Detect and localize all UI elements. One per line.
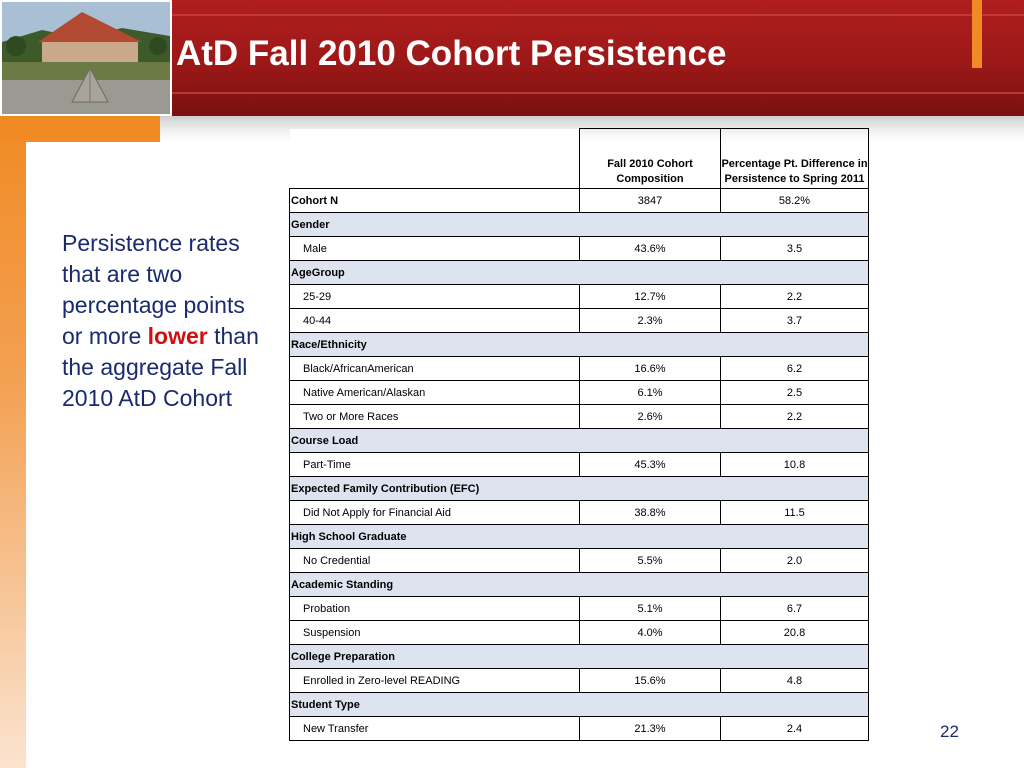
orange-accent-bar	[972, 0, 982, 68]
row-difference: 6.7	[721, 597, 869, 621]
header-stripe-bottom	[172, 92, 1024, 94]
table-row	[290, 501, 869, 525]
row-composition: 45.3%	[580, 453, 721, 477]
section-label: Gender	[290, 213, 869, 237]
table-section-row	[290, 645, 869, 669]
table-section-row	[290, 477, 869, 501]
row-label: 25-29	[290, 285, 580, 309]
row-composition: 5.5%	[580, 549, 721, 573]
row-difference: 2.2	[721, 285, 869, 309]
row-composition: 15.6%	[580, 669, 721, 693]
table-section-row	[290, 693, 869, 717]
total-difference: 58.2%	[721, 189, 869, 213]
row-label: Native American/Alaskan	[290, 381, 580, 405]
table-row	[290, 453, 869, 477]
row-composition: 43.6%	[580, 237, 721, 261]
callout-highlight: lower	[147, 323, 208, 349]
orange-tab	[0, 116, 160, 142]
row-composition: 5.1%	[580, 597, 721, 621]
col-header-composition: Fall 2010 Cohort Composition	[580, 129, 721, 189]
total-composition: 3847	[580, 189, 721, 213]
table-row	[290, 309, 869, 333]
row-composition: 2.3%	[580, 309, 721, 333]
row-label: Two or More Races	[290, 405, 580, 429]
callout-text-before: Persistence rates that are two percentage points or more	[62, 230, 245, 349]
row-label: Male	[290, 237, 580, 261]
campus-photo	[0, 0, 172, 116]
row-label: No Credential	[290, 549, 580, 573]
callout-text-after: than the aggregate Fall 2010 AtD Cohort	[62, 323, 259, 411]
campus-building-image	[2, 2, 170, 114]
row-difference: 10.8	[721, 453, 869, 477]
row-label: Did Not Apply for Financial Aid	[290, 501, 580, 525]
table-row	[290, 405, 869, 429]
table-row	[290, 669, 869, 693]
table-row	[290, 357, 869, 381]
table-header-blank	[290, 129, 580, 189]
table-row	[290, 597, 869, 621]
section-label: Course Load	[290, 429, 869, 453]
table-section-row	[290, 525, 869, 549]
table-row	[290, 717, 869, 741]
page-number: 22	[940, 722, 959, 741]
table-section-row	[290, 573, 869, 597]
section-label: Race/Ethnicity	[290, 333, 869, 357]
col-header-difference: Percentage Pt. Difference in Persistence to Spring 2011	[721, 129, 869, 189]
row-difference: 2.0	[721, 549, 869, 573]
row-composition: 38.8%	[580, 501, 721, 525]
row-difference: 2.5	[721, 381, 869, 405]
table-row	[290, 285, 869, 309]
row-label: 40-44	[290, 309, 580, 333]
row-difference: 3.5	[721, 237, 869, 261]
row-difference: 3.7	[721, 309, 869, 333]
row-difference: 6.2	[721, 357, 869, 381]
table-header-row	[290, 129, 869, 189]
table-row	[290, 549, 869, 573]
section-label: College Preparation	[290, 645, 869, 669]
left-orange-strip	[0, 116, 26, 768]
section-label: Expected Family Contribution (EFC)	[290, 477, 869, 501]
row-composition: 21.3%	[580, 717, 721, 741]
section-label: Student Type	[290, 693, 869, 717]
section-label: High School Graduate	[290, 525, 869, 549]
row-difference: 11.5	[721, 501, 869, 525]
row-composition: 16.6%	[580, 357, 721, 381]
row-composition: 4.0%	[580, 621, 721, 645]
table-section-row	[290, 213, 869, 237]
row-difference: 20.8	[721, 621, 869, 645]
table-row	[290, 621, 869, 645]
row-label: New Transfer	[290, 717, 580, 741]
row-label: Part-Time	[290, 453, 580, 477]
table-section-row	[290, 261, 869, 285]
table-section-row	[290, 429, 869, 453]
row-composition: 2.6%	[580, 405, 721, 429]
row-label: Suspension	[290, 621, 580, 645]
total-label: Cohort N	[290, 189, 580, 213]
table-section-row	[290, 333, 869, 357]
row-composition: 12.7%	[580, 285, 721, 309]
row-difference: 2.4	[721, 717, 869, 741]
section-label: AgeGroup	[290, 261, 869, 285]
row-composition: 6.1%	[580, 381, 721, 405]
persistence-table	[289, 128, 869, 741]
header-stripe-top	[172, 14, 1024, 16]
callout-text	[62, 228, 262, 414]
section-label: Academic Standing	[290, 573, 869, 597]
row-label: Black/AfricanAmerican	[290, 357, 580, 381]
row-difference: 4.8	[721, 669, 869, 693]
row-label: Enrolled in Zero-level READING	[290, 669, 580, 693]
table-row-total	[290, 189, 869, 213]
slide-title: AtD Fall 2010 Cohort Persistence	[176, 34, 727, 73]
row-label: Probation	[290, 597, 580, 621]
row-difference: 2.2	[721, 405, 869, 429]
table-row	[290, 381, 869, 405]
table-row	[290, 237, 869, 261]
